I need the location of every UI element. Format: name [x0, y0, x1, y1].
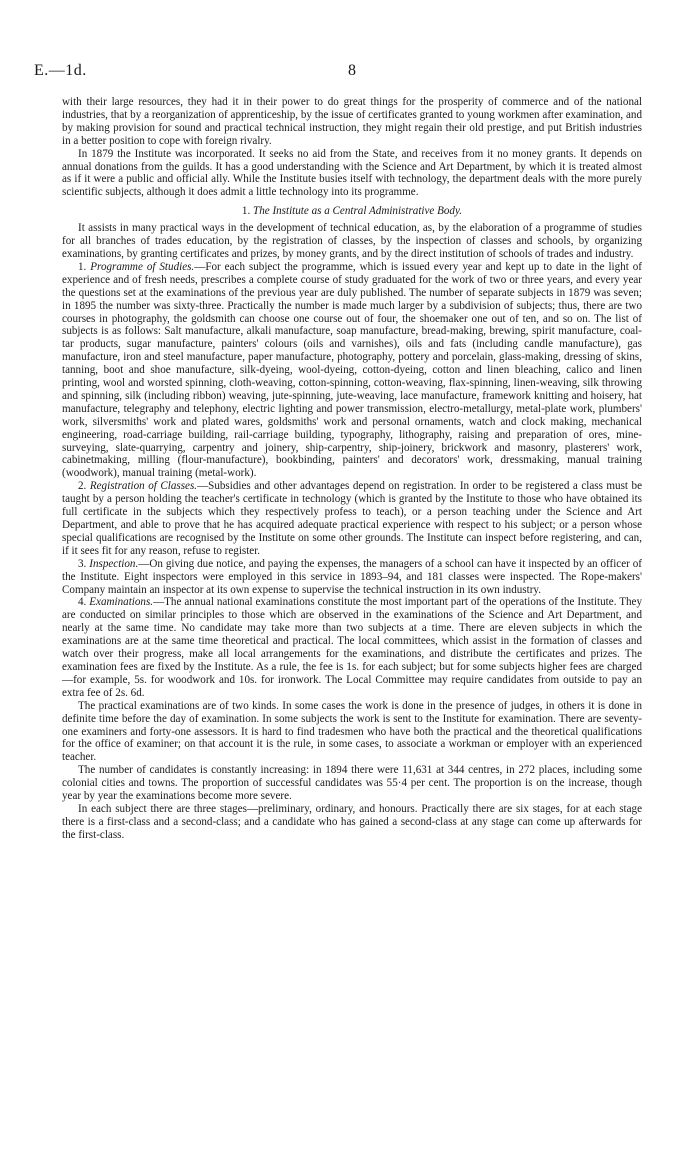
- item-text: —On giving due notice, and paying the expenses, the managers of a school can have it inspected by an officer of the Institute. Eight inspectors were employed in this service in 1893–94, and 181 classes were inspected. The Rope-makers' Company maintain an inspector at its own expense to supervise the technical instruction in its own industry.: [62, 557, 643, 596]
- item-number: 4.: [78, 596, 87, 609]
- item-lead: Programme of Studies.: [90, 260, 195, 273]
- item-lead: Registration of Classes.: [89, 480, 198, 493]
- document-page: [34, 62, 643, 842]
- numbered-item: [62, 261, 642, 480]
- paragraph: The number of candidates is constantly increasing: in 1894 there were 11,631 at 344 centres, in 272 places, including some colonial cities and towns. The proportion of successful candidates was 55·4 per cent. The proportion is on the increase, though year by year the examinations become more severe.: [62, 764, 642, 803]
- page-number: 8: [348, 62, 356, 79]
- paragraph: with their large resources, they had it in their power to do great things for the prosperity of commerce and of the national industries, that by a reorganization of apprenticeship, by the issue of certificates granted to young workmen after examination, and by making provision for sound and practical technical instruction, they might regain their old prestige, and put British industries in a better position to cope with foreign rivalry.: [62, 96, 642, 147]
- item-number: 2.: [78, 480, 87, 493]
- paragraph: In each subject there are three stages—preliminary, ordinary, and honours. Practically there are six stages, for at each stage there is a first-class and a second-class; and a candidate who has gained a second-class at any stage can come up afterwards for the first-class.: [62, 802, 642, 841]
- item-lead: Inspection.: [89, 557, 139, 570]
- item-text: —For each subject the programme, which is issued every year and kept up to date in the light of experience and of fresh needs, prescribes a complete course of study graduated for the work of two or three years, and every year the questions set at the examinations of the previous year are duly published. The number of separate subjects in 1879 was seven; in 1895 the number was sixty-three. Practically the number is made much larger by a subdivision of subjects; thus, there are two courses in photography, the goldsmith can choose one course out of four, the shoemaker one out of ten, and so on. The list of subjects is as follows: Salt manufacture, alkali manufacture, soap manufacture, bread-making, brewing, spirit manufacture, coal-tar products, sugar manufacture, painters' colours (oils and varnishes), oils and fats (including candle manufacture), gas manufacture, iron and steel manufacture, paper manufacture, photography, pottery and porcelain, glass-making, dressing of skins, tanning, boot and shoe manufacture, silk-dyeing, wool-dyeing, cotton-dyeing, cotton and linen bleaching, calico and linen printing, wool and worsted spinning, cloth-weaving, cotton-spinning, cotton-weaving, flax-spinning, linen-weaving, silk throwing and spinning, silk (including ribbon) weaving, jute-spinning, jute-weaving, lace manufacture, framework knitting and hoisery, hat manufacture, telegraphy and telephony, electric lighting and power transmission, electro-metallurgy, metal-plate work, plumbers' work, silversmiths' work and plated wares, goldsmiths' work and personal ornaments, watch and clock making, mechanical engineering, road-carriage building, rail-carriage building, typography, lithography, raising and preparation of ores, mine-surveying, slate-quarrying, carpentry and joinery, ship-carpentry, ship-joinery, brickwork and masonry, plasterers' work, cabinetmaking, milling (flour-manufacture), bookbinding, painters' and decorators' work, dressmaking, manual training (woodwork), manual training (metal-work).: [62, 260, 642, 480]
- item-number: 3.: [78, 557, 87, 570]
- item-text: —Subsidies and other advantages depend on registration. In order to be registered a class must be taught by a person holding the teacher's certificate in technology (which is granted by the Institute to those who have obtained its full certificate in the subjects which they respectively profess to teach), or a person teaching under the Science and Art Department, and able to prove that he has acquired adequate practical experience with respect to his subject; or a person whose special qualifications are recognised by the Institute on some other grounds. The Institute can inspect before registering, and can, if it sees fit for any reason, refuse to register.: [62, 480, 642, 557]
- document-reference: E.—1d.: [34, 62, 87, 79]
- item-number: 1.: [78, 260, 87, 273]
- section-intro: It assists in many practical ways in the development of technical education, as, by the elaboration of a programme of studies for all branches of trades education, by the registration of classes, by the inspection of classes and schools, by organizing examinations, by granting certificates and prizes, by money grants, and by the direct institution of schools of trades and industry.: [62, 222, 642, 260]
- paragraph: In 1879 the Institute was incorporated. It seeks no aid from the State, and receives from it no money grants. It depends on annual donations from the guilds. It has a good understanding with the Science and Art Department, by which it is treated almost as if it were a public and official ally. While the Institute busies itself with technology, the department deals with the more purely scientific subjects, although it does admit a little technology into its programme.: [62, 147, 642, 199]
- section-title: The Institute as a Central Administrative Body.: [253, 205, 463, 218]
- section-number: 1.: [241, 205, 251, 218]
- item-lead: Examinations.: [89, 596, 154, 609]
- item-text: —The annual national examinations constitute the most important part of the operations of the Institute. They are conducted on similar principles to those which are observed in the examinations of the Science and Art Department, and nearly at the same time. No candidate may take more than two subjects at a time. There are eleven subjects in which the examinations are at the same time theoretical and practical. The local committees, which assist in the formation of classes and watch over their progress, make all local arrangements for the examinations, and distribute the certificates and prizes. The examination fees are fixed by the Institute. As a rule, the fee is 1s. for each subject; but for some subjects higher fees are charged—for example, 5s. for woodwork and 10s. for ironwork. The Local Committee may require candidates from outside to pay an extra fee of 2s. 6d.: [62, 596, 642, 699]
- numbered-item: [62, 596, 642, 699]
- numbered-item: [62, 558, 642, 597]
- numbered-item: [62, 480, 642, 557]
- page-header: [34, 62, 642, 88]
- paragraph: The practical examinations are of two kinds. In some cases the work is done in the presence of judges, in others it is done in definite time before the day of examination. In some subjects the work is sent to the Institute for examination. There are seventy-one examiners and forty-one assessors. It is hard to find tradesmen who have both the practical and the theoretical qualifications for the office of examiner; on that account it is the rule, in some cases, to associate a workman or employer with an experienced teacher.: [62, 699, 642, 764]
- section-heading: [62, 205, 642, 218]
